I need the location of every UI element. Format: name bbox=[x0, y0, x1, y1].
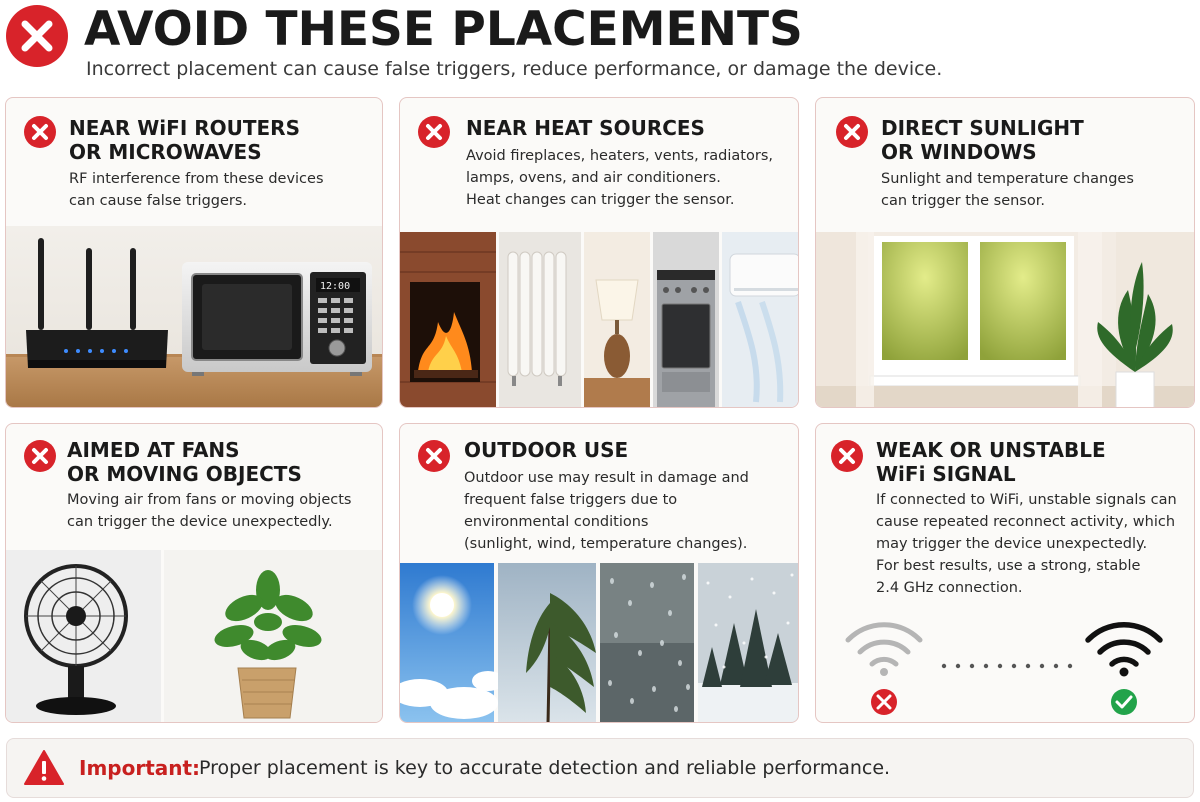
warning-triangle-icon bbox=[23, 749, 65, 791]
card-description: Outdoor use may result in damage and frequent false triggers due to environmental conditions (sunlight, wind, temperature changes). bbox=[464, 470, 749, 552]
card-description: Moving air from fans or moving objects can trigger the device unexpectedly. bbox=[67, 492, 352, 530]
x-icon bbox=[418, 440, 450, 472]
important-text: Proper placement is key to accurate detection and reliable performance. bbox=[199, 757, 891, 779]
heat-sources-photo bbox=[400, 232, 799, 408]
green-check-icon bbox=[1111, 689, 1137, 715]
card-title: NEAR HEAT SOURCES bbox=[466, 116, 705, 140]
page-header bbox=[0, 0, 1200, 92]
fan-and-plant-photo bbox=[6, 550, 383, 723]
wifi-comparison-graphic bbox=[816, 614, 1195, 723]
card-fans-moving-objects bbox=[5, 423, 383, 723]
important-note-bar bbox=[6, 738, 1194, 798]
card-title: NEAR WiFI ROUTERS OR MICROWAVES bbox=[69, 116, 300, 164]
card-description: Avoid fireplaces, heaters, vents, radiators, lamps, ovens, and air conditioners. Heat changes can trigger the sensor. bbox=[466, 148, 773, 208]
svg-text:12:00: 12:00 bbox=[320, 281, 351, 292]
card-outdoor-use bbox=[399, 423, 799, 723]
x-icon bbox=[831, 440, 863, 472]
card-description: RF interference from these devices can cause false triggers. bbox=[69, 171, 324, 209]
x-icon bbox=[836, 116, 868, 148]
card-description: Sunlight and temperature changes can trigger the sensor. bbox=[881, 171, 1134, 209]
card-description: If connected to WiFi, unstable signals can cause repeated reconnect activity, which may trigger the device unexpectedly. For best results, use a strong, stable 2.4 GHz connection. bbox=[876, 492, 1177, 596]
page-title: AVOID THESE PLACEMENTS bbox=[84, 2, 803, 57]
x-icon bbox=[418, 116, 450, 148]
card-title: AIMED AT FANS OR MOVING OBJECTS bbox=[67, 438, 302, 486]
weather-conditions-photo bbox=[400, 563, 799, 723]
card-title: OUTDOOR USE bbox=[464, 438, 629, 462]
weak-wifi-icon bbox=[848, 625, 920, 664]
card-weak-wifi-signal bbox=[815, 423, 1195, 723]
large-x-icon bbox=[6, 5, 68, 67]
x-icon bbox=[24, 116, 56, 148]
router-microwave-photo bbox=[6, 226, 383, 408]
page-subtitle: Incorrect placement can cause false triggers, reduce performance, or damage the device. bbox=[86, 58, 943, 80]
important-label: Important: bbox=[79, 756, 201, 780]
card-wifi-routers-microwaves bbox=[5, 97, 383, 408]
sunny-window-photo bbox=[816, 232, 1195, 408]
x-icon bbox=[24, 440, 56, 472]
card-heat-sources bbox=[399, 97, 799, 408]
card-direct-sunlight bbox=[815, 97, 1195, 408]
card-title: WEAK OR UNSTABLE WiFi SIGNAL bbox=[876, 438, 1106, 486]
strong-wifi-icon bbox=[1088, 625, 1160, 664]
card-title: DIRECT SUNLIGHT OR WINDOWS bbox=[881, 116, 1084, 164]
